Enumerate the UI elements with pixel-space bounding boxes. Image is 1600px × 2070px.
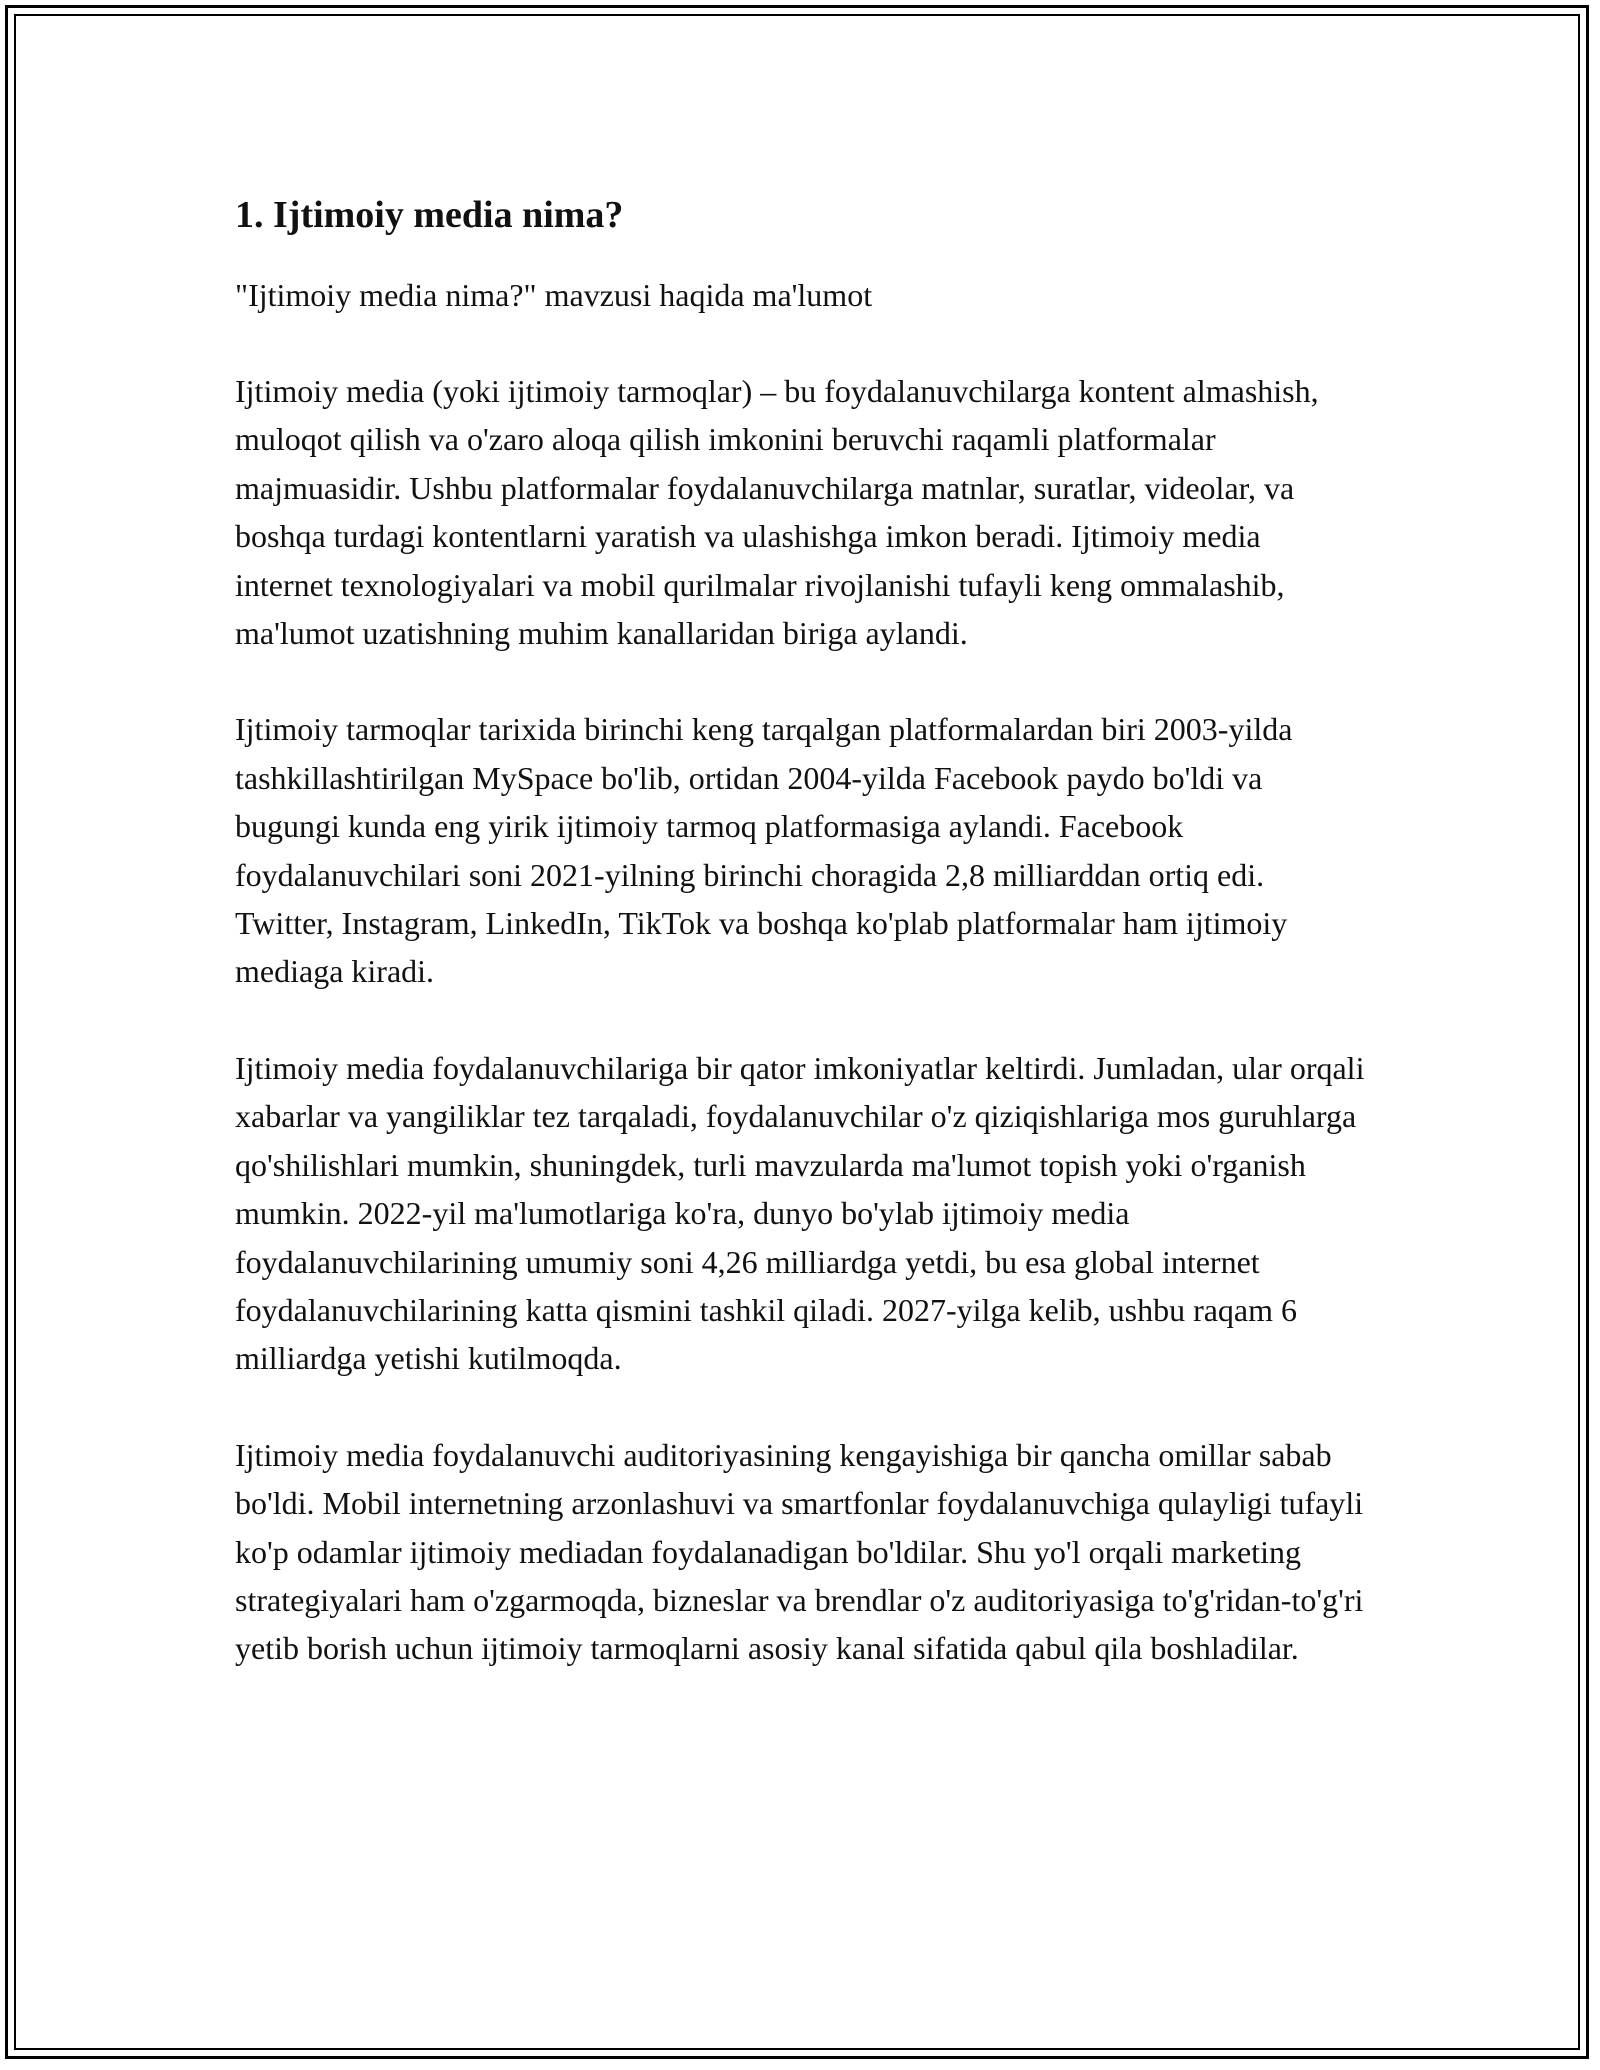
paragraph-opportunities: Ijtimoiy media foydalanuvchilariga bir qator imkoniyatlar keltirdi. Jumladan, ular orqali xabarlar va yangiliklar tez tarqaladi, foydalanuvchilar o'z qiziqishlariga mos guruhlarga qo'shilishlari mumkin, shuningdek, turli mavzularda ma'lumot topish yoki o'rganish mumkin. 2022-yil ma'lumotlariga ko'ra, dunyo bo'ylab ijtimoiy media foydalanuvchilarining umumiy soni 4,26 milliardga yetdi, bu esa global internet foydalanuvchilarining katta qismini tashkil qiladi. 2027-yilga kelib, ushbu raqam 6 milliardga yetishi kutilmoqda. (235, 1049, 1365, 1377)
paragraph-growth-factors: Ijtimoiy media foydalanuvchi auditoriyasining kengayishiga bir qancha omillar sabab bo'ldi. Mobil internetning arzonlashuvi va smartfonlar foydalanuvchiga qulayligi tufayli ko'p odamlar ijtimoiy mediadan foydalanadigan bo'ldilar. Shu yo'l orqali marketing strategiyalari ham o'zgarmoqda, bizneslar va brendlar o'z auditoriyasiga to'g'ridan-to'g'ri yetib borish uchun ijtimoiy tarmoqlarni asosiy kanal sifatida qabul qila boshladilar. (235, 1436, 1364, 1667)
paragraph-definition: Ijtimoiy media (yoki ijtimoiy tarmoqlar) – bu foydalanuvchilarga kontent almashish, muloqot qilish va o'zaro aloqa qilish imkonini beruvchi raqamli platformalar majmuasidir. Ushbu platformalar foydalanuvchilarga matnlar, suratlar, videolar, va boshqa turdagi kontentlarni yaratish va ulashishga imkon beradi. Ijtimoiy media internet texnologiyalari va mobil qurilmalar rivojlanishi tufayli keng ommalashib, ma'lumot uzatishning muhim kanallaridan biriga aylandi. (235, 373, 1319, 652)
section-title: 1. Ijtimoiy media nima? (235, 194, 624, 236)
document-body (235, 185, 1365, 1721)
paragraph-history: Ijtimoiy tarmoqlar tarixida birinchi keng tarqalgan platformalardan biri 2003-yilda tashkillashtirilgan MySpace bo'lib, ortidan 2004-yilda Facebook paydo bo'ldi va bugungi kunda eng yirik ijtimoiy tarmoq platformasiga aylandi. Facebook foydalanuvchilari soni 2021-yilning birinchi choragida 2,8 milliarddan ortiq edi. Twitter, Instagram, LinkedIn, TikTok va boshqa ko'plab platformalar ham ijtimoiy mediaga kiradi. (235, 711, 1293, 990)
section-subtitle: "Ijtimoiy media nima?" mavzusi haqida ma'lumot (235, 277, 873, 313)
